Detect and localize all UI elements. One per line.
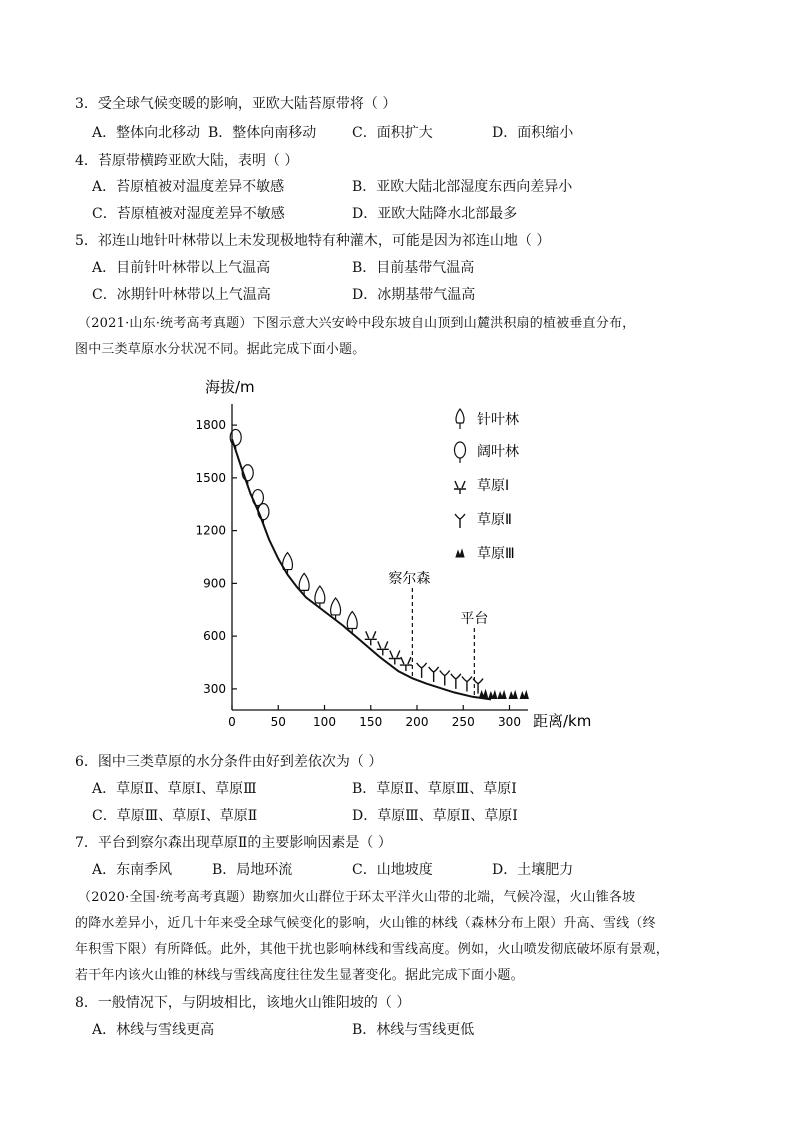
grass-2-icon [417,663,427,678]
x-tick-label: 200 [405,715,429,729]
q5-option-d[interactable]: D．冰期基带气温高 [352,287,476,303]
grass-2-icon [429,667,439,682]
y-tick-label: 1500 [195,470,226,485]
q4-option-a[interactable]: A．苔原植被对温度差异不敏感 [92,179,285,195]
question-8-stem: 8．一般情况下，与阴坡相比，该地火山锥阳坡的（ ） [75,995,411,1011]
x-tick-label: 100 [313,715,336,729]
legend-label-broadleaf: 阔叶林 [477,444,519,460]
grass-3-icon [489,691,497,698]
y-tick-label: 300 [203,681,226,696]
q6-option-a[interactable]: A．草原Ⅱ、草原Ⅰ、草原Ⅲ [92,781,257,797]
grass-2-icon [462,676,472,691]
question-5-stem: 5．祁连山地针叶林带以上未发现极地特有种灌木，可能是因为祁连山地（ ） [75,233,551,249]
legend-label-grass-3: 草原Ⅲ [477,546,515,562]
y-ticks [195,418,237,696]
q6-option-d[interactable]: D．草原Ⅲ、草原Ⅱ、草原Ⅰ [352,808,518,824]
q7-option-b[interactable]: B．局地环流 [212,862,293,878]
grass-2-icon [455,514,465,528]
q8-option-b[interactable]: B．林线与雪线更低 [352,1022,475,1038]
x-axis-title: 距离/km [533,712,592,730]
x-tick-label: 50 [270,715,286,729]
passage-2-line-3: 年积雪下限）有所降低。此外，其他干扰也影响林线和雪线高度。例如，火山喷发彻底破坏原有景观， [75,942,670,957]
passage-2-line-4: 若干年内该火山锥的林线与雪线高度往往发生显著变化。据此完成下面小题。 [75,968,524,983]
broadleaf-icon [455,442,466,463]
q7-option-c[interactable]: C．山地坡度 [352,862,433,878]
q5-option-a[interactable]: A．目前针叶林带以上气温高 [92,260,271,276]
grass-3-icon [498,691,506,698]
grass-1-icon [377,641,389,655]
q3-option-a[interactable]: A．整体向北移动 [92,125,201,141]
grass-2-icon [451,674,461,689]
chaersen-label: 察尔森 [388,571,431,587]
question-6-stem: 6．图中三类草原的水分条件由好到差依次为（ ） [75,754,383,770]
grass-3-icon [509,691,517,698]
x-tick-label: 150 [359,715,383,729]
q3-option-c[interactable]: C．面积扩大 [352,125,433,141]
q7-option-a[interactable]: A．东南季风 [92,862,173,878]
conifer-icon [283,553,293,575]
q8-option-a[interactable]: A．林线与雪线更高 [92,1022,215,1038]
grass-1-icon [454,481,466,494]
legend-label-grass-1: 草原Ⅰ [477,478,510,494]
passage-1-line-1: （2021·山东·统考高考真题）下图示意大兴安岭中段东坡自山顶到山麓洪积扇的植被垂直分布， [78,316,636,331]
x-tick-label: 0 [228,715,236,729]
x-ticks [228,705,521,729]
vegetation-profile-chart [190,370,610,740]
grass-3-icon [520,691,528,698]
grass-1-icon [365,631,377,645]
grass-2-icon [440,670,450,685]
legend [454,409,519,562]
y-tick-label: 900 [203,576,226,591]
grass-1-icon [400,657,412,671]
x-tick-label: 250 [451,715,475,729]
q4-option-c[interactable]: C．苔原植被对湿度差异不敏感 [92,206,285,222]
q7-option-d[interactable]: D．土壤肥力 [492,862,574,878]
passage-2-line-1: （2020·全国·统考高考真题）勘察加火山群位于环太平洋火山带的北端，气候冷湿，火山锥各坡 [78,890,636,905]
q6-option-b[interactable]: B．草原Ⅱ、草原Ⅲ、草原Ⅰ [352,781,517,797]
q4-option-d[interactable]: D．亚欧大陆降水北部最多 [352,206,518,222]
y-axis-title: 海拔/m [205,378,255,396]
terrain-profile-line [232,439,491,699]
q6-option-c[interactable]: C．草原Ⅲ、草原Ⅰ、草原Ⅱ [92,808,258,824]
y-tick-label: 1200 [195,523,226,538]
vegetation-symbols [230,429,528,698]
y-tick-label: 1800 [195,418,226,433]
q5-option-b[interactable]: B．目前基带气温高 [352,260,475,276]
q4-option-b[interactable]: B．亚欧大陆北部湿度东西向差异小 [352,179,573,195]
question-7-stem: 7．平台到察尔森出现草原Ⅱ的主要影响因素是（ ） [75,835,392,851]
legend-label-grass-2: 草原Ⅱ [477,512,512,528]
y-tick-label: 600 [203,629,226,644]
q3-option-b[interactable]: B．整体向南移动 [208,125,317,141]
question-3-stem: 3．受全球气候变暖的影响，亚欧大陆苔原带将（ ） [75,96,397,112]
pingtai-label: 平台 [460,611,489,627]
question-4-stem: 4．苔原带横跨亚欧大陆，表明（ ） [75,153,299,169]
q3-option-d[interactable]: D．面积缩小 [492,125,574,141]
passage-1-line-2: 图中三类草原水分状况不同。据此完成下面小题。 [75,342,366,357]
conifer-icon [456,409,464,429]
grass-1-icon [389,650,401,664]
legend-label-conifer: 针叶林 [477,412,519,428]
passage-2-line-2: 的降水差异小，近几十年来受全球气候变化的影响，火山锥的林线（森林分布上限）升高、雪线（终 [75,916,656,931]
grass-3-icon [480,690,488,697]
grass-3-icon [456,550,464,557]
x-tick-label: 300 [498,715,521,729]
q5-option-c[interactable]: C．冰期针叶林带以上气温高 [92,287,271,303]
